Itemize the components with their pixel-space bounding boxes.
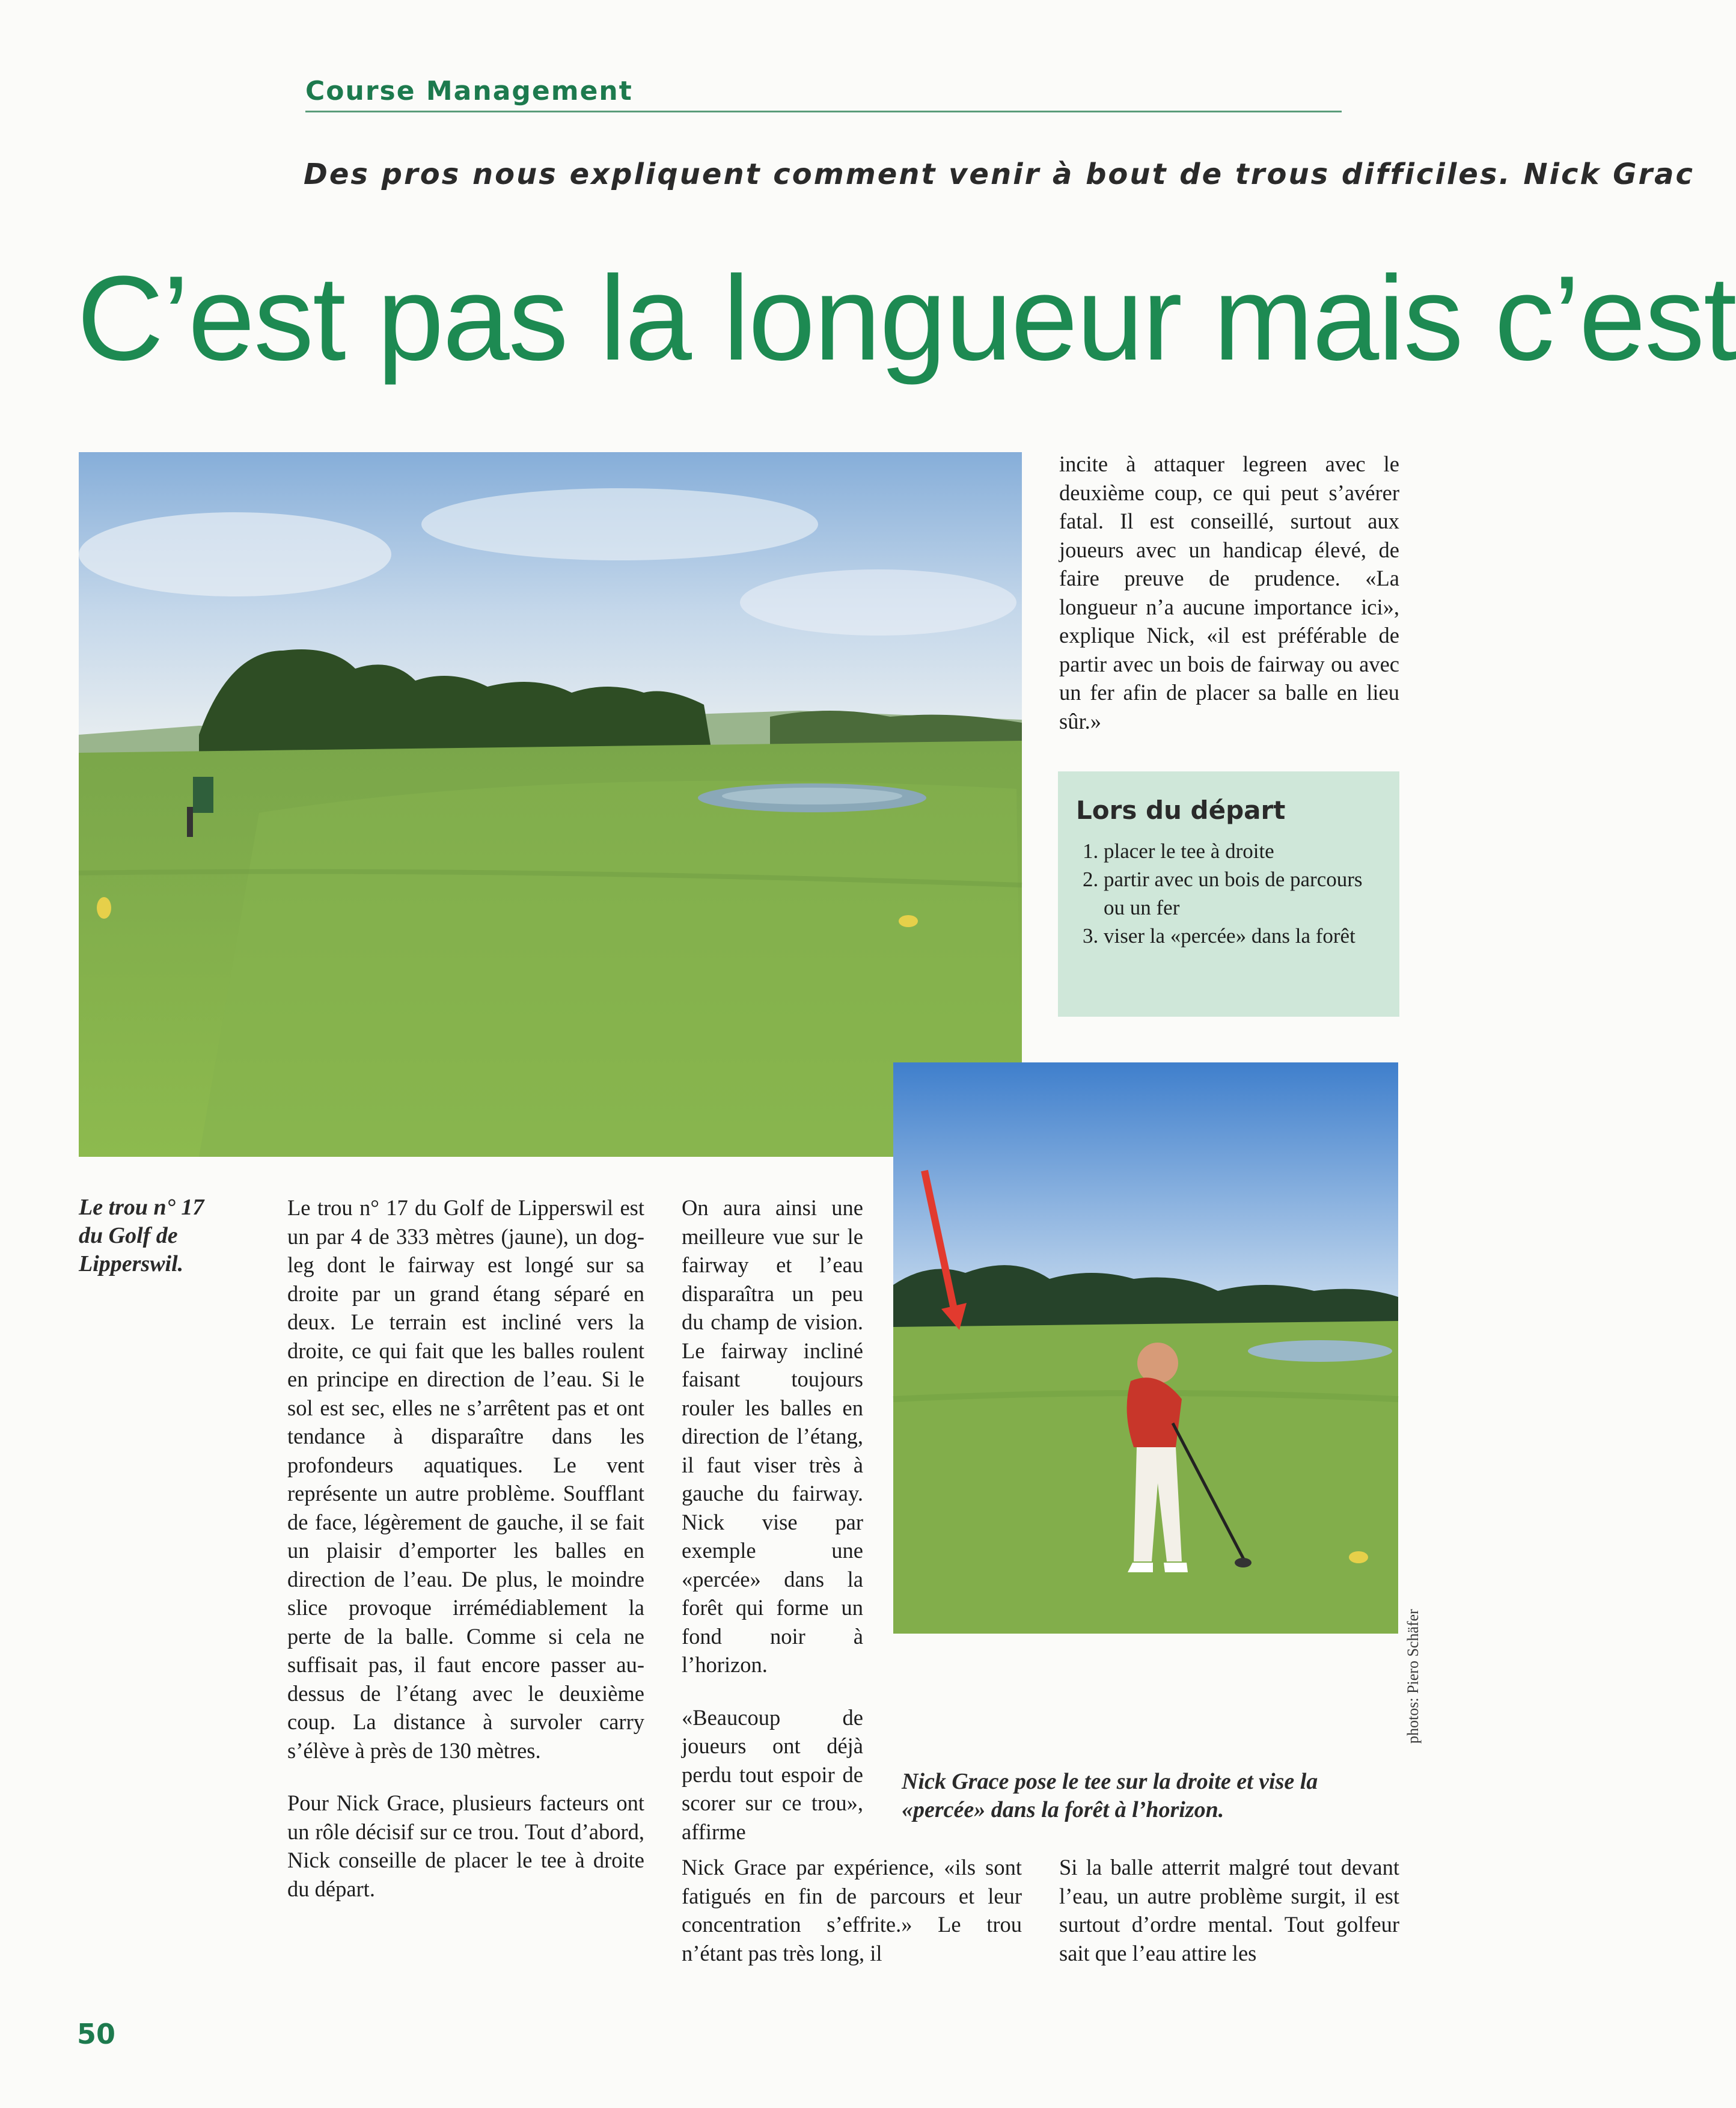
paragraph: Le trou n° 17 du Golf de Lipperswil est un par 4 de 333 mètres (jaune), un dog-leg dont le fairway est longé sur sa droite par un grand étang séparé en deux. Le terrain est incliné vers la droite, ce qui fait que les balles roulent en principe en direction de l’eau. Si le sol est sec, elles ne s’arrêtent pas et ont tendance à disparaître dans les profondeurs aquatiques. Le vent représente un autre problème. Soufflant de face, légèrement de gauche, il se fait un plaisir d’emporter les balles en direction de l’eau. De plus, le moindre slice provoque irrémédiablement la perte de la balle. Comme si cela ne suffisait pas, il faut encore passer au-dessus de l’étang avec le deuxième coup. La distance à survoler carry s’élève à près de 130 mètres. [287,1195,644,1763]
course-photo-illustration [79,452,1022,1157]
column-1 [287,1193,644,1903]
tips-box-title: Lors du départ [1076,795,1286,825]
player-photo-caption: Nick Grace pose le tee sur la droite et vise la «percée» dans la forêt à l’horizon. [902,1769,1318,1822]
player-photo-illustration [893,1062,1398,1634]
tip-item: 3. viser la «percée» dans la forêt [1104,922,1378,950]
column-2 [682,1193,863,1846]
tips-box [1058,771,1399,1017]
page-number: 50 [77,2018,116,2050]
tips-list [1076,837,1378,950]
paragraph: incite à attaquer legreen avec le deuxième coup, ce qui peut s’avérer fatal. Il est conseillé, surtout aux joueurs avec un handicap élevé, de faire preuve de prudence. «La longueur n’a aucune importance ici», explique Nick, «il est préférable de partir avec un bois de fairway ou avec un fer afin de placer sa balle en lieu sûr.» [1059,452,1399,734]
kicker-line: Des pros nous expliquent comment venir à bout de trous difficiles. Nick Grac [304,158,1695,191]
tip-item: 2. partir avec un bois de parcours ou un fer [1104,865,1378,922]
paragraph: Nick Grace par expérience, «ils sont fatigués en fin de parcours et leur concentration s’effrite.» Le trou n’étant pas très long, il [682,1855,1022,1966]
headline: C’est pas la longueur mais c’est [77,251,1736,385]
column-2-continued [682,1853,1022,1967]
paragraph: Pour Nick Grace, plusieurs facteurs ont un rôle décisif sur ce trou. Tout d’abord, Nick conseille de placer le tee à droite du départ. [287,1791,644,1901]
section-rule [305,111,1342,112]
course-photo-caption: Le trou n° 17 du Golf de Lipperswil. [79,1195,204,1276]
column-3-top [1059,450,1399,735]
player-photo [893,1062,1398,1634]
column-3-bottom [1059,1853,1399,1967]
photo-credit: photos: Piero Schäfer [1404,1609,1422,1744]
paragraph: «Beaucoup de joueurs ont déjà perdu tout espoir de scorer sur ce trou», affirme [682,1705,863,1844]
paragraph: On aura ainsi une meilleure vue sur le fairway et l’eau disparaîtra un peu du champ de vision. Le fairway incliné faisant toujours rouler les balles en direction de l’étang, il faut viser très à gauche du fairway. Nick vise par exemple une «percée» dans la forêt qui forme un fond noir à l’horizon. [682,1195,863,1677]
section-label: Course Management [305,76,633,106]
tip-item: 1. placer le tee à droite [1104,837,1378,865]
paragraph: Si la balle atterrit malgré tout devant l’eau, un autre problème surgit, il est surtout d’ordre mental. Tout golfeur sait que l’eau attire les [1059,1855,1399,1966]
course-photo [79,452,1022,1157]
